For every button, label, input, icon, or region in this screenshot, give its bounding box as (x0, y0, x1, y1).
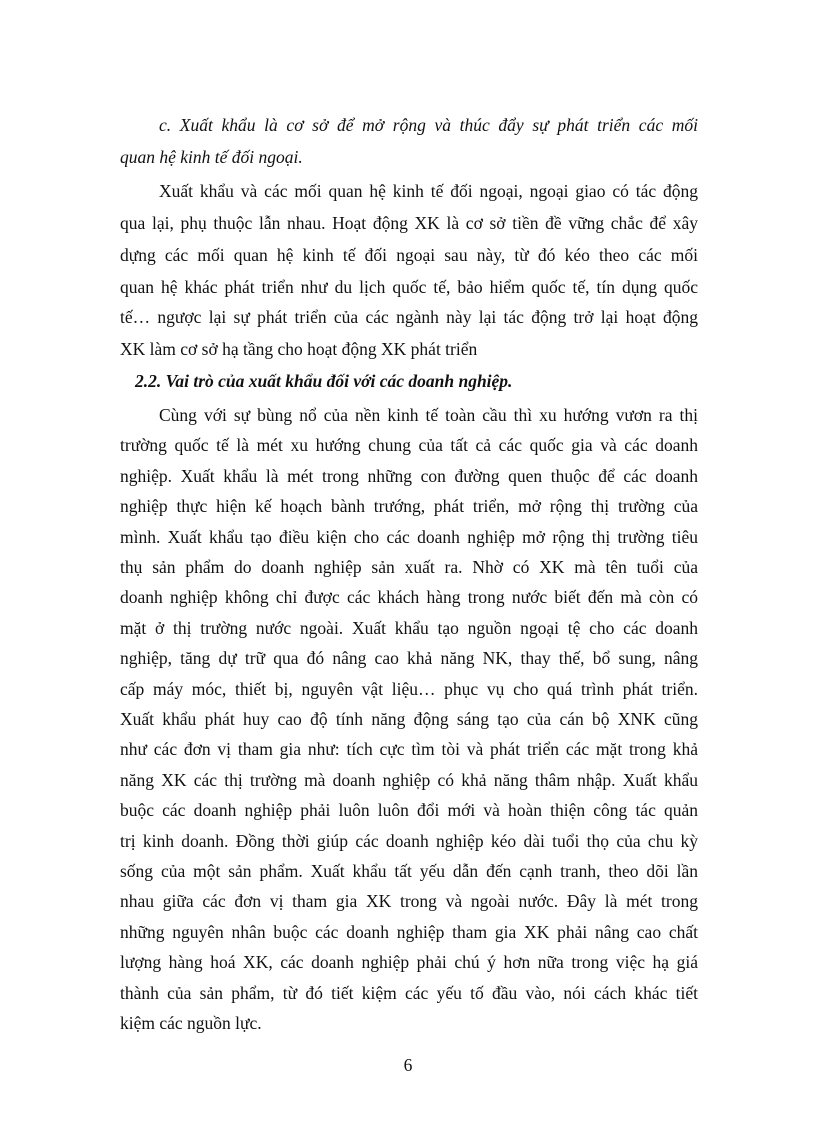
section-c-line-2: quan hệ kinh tế đối ngoại. (120, 147, 303, 167)
paragraph-2-line: trường quốc tế là mét xu hướng chung của tất cả các quốc gia và các doanh (120, 435, 698, 455)
paragraph-2-line: như các đơn vị tham gia như: tích cực tìm tòi và phát triển các mặt trong khả (120, 739, 698, 759)
paragraph-2-line: kiệm các nguồn lực. (120, 1013, 262, 1033)
paragraph-2-line: năng XK các thị trường mà doanh nghiệp có khả năng thâm nhập. Xuất khẩu (120, 770, 698, 790)
paragraph-2-line: mặt ở thị trường nước ngoài. Xuất khẩu tạo nguồn ngoại tệ cho các doanh (120, 618, 698, 638)
paragraph-2-line: Cùng với sự bùng nổ của nền kinh tế toàn cầu thì xu hướng vươn ra thị (159, 405, 698, 425)
paragraph-2-line: buộc các doanh nghiệp phải luôn luôn đổi mới và hoàn thiện công tác quản (120, 800, 698, 820)
paragraph-1-line: qua lại, phụ thuộc lẫn nhau. Hoạt động XK là cơ sở tiền đề vững chắc để xây (120, 213, 698, 233)
page-number: 6 (403, 1055, 413, 1075)
paragraph-1-line: dựng các mối quan hệ kinh tế đối ngoại sau này, từ đó kéo theo các mối (120, 245, 698, 265)
paragraph-2-line: cấp máy móc, thiết bị, nguyên vật liệu… phục vụ cho quá trình phát triển. (120, 679, 698, 699)
paragraph-1-line: quan hệ khác phát triển như du lịch quốc tế, bảo hiểm quốc tế, tín dụng quốc (120, 277, 698, 297)
paragraph-2-line: nghiệp. Xuất khẩu là mét trong những con đường quen thuộc để các doanh (120, 466, 698, 486)
paragraph-2-line: thành của sản phẩm, từ đó tiết kiệm các yếu tố đầu vào, nói cách khác tiết (120, 983, 698, 1003)
paragraph-2-line: nhau giữa các đơn vị tham gia XK trong và ngoài nước. Đây là mét trong (120, 891, 698, 911)
section-c-line-1: c. Xuất khẩu là cơ sở để mở rộng và thúc đẩy sự phát triển các mối (159, 115, 698, 135)
paragraph-2-line: nghiệp, tăng dự trữ qua đó nâng cao khả năng NK, thay thế, bổ sung, nâng (120, 648, 698, 668)
paragraph-2-line: nghiệp thực hiện kế hoạch bành trướng, phát triển, mở rộng thị trường của (120, 496, 698, 516)
paragraph-2-line: thụ sản phẩm do doanh nghiệp sản xuất ra. Nhờ có XK mà tên tuổi của (120, 557, 698, 577)
paragraph-2-line: lượng hàng hoá XK, các doanh nghiệp phải chú ý hơn nữa trong việc hạ giá (120, 952, 698, 972)
paragraph-2-line: những nguyên nhân buộc các doanh nghiệp tham gia XK phải nâng cao chất (120, 922, 698, 942)
paragraph-2-line: Xuất khẩu phát huy cao độ tính năng động sáng tạo của cán bộ XNK cũng (120, 709, 698, 729)
paragraph-2-line: doanh nghiệp không chỉ được các khách hàng trong nước biết đến mà còn có (120, 587, 698, 607)
section-heading: 2.2. Vai trò của xuất khẩu đối với các doanh nghiệp. (135, 371, 513, 391)
paragraph-1-line: tế… ngược lại sự phát triển của các ngành này lại tác động trở lại hoạt động (120, 307, 698, 327)
paragraph-2-line: mình. Xuất khẩu tạo điều kiện cho các doanh nghiệp mở rộng thị trường tiêu (120, 527, 698, 547)
paragraph-2-line: sống của một sản phẩm. Xuất khẩu tất yếu dẫn đến cạnh tranh, theo dõi lần (120, 861, 698, 881)
paragraph-1-line: XK làm cơ sở hạ tầng cho hoạt động XK phát triển (120, 339, 478, 359)
paragraph-2-line: trị kinh doanh. Đồng thời giúp các doanh nghiệp kéo dài tuổi thọ của chu kỳ (120, 831, 698, 851)
paragraph-1-line: Xuất khẩu và các mối quan hệ kinh tế đối ngoại, ngoại giao có tác động (159, 181, 698, 201)
